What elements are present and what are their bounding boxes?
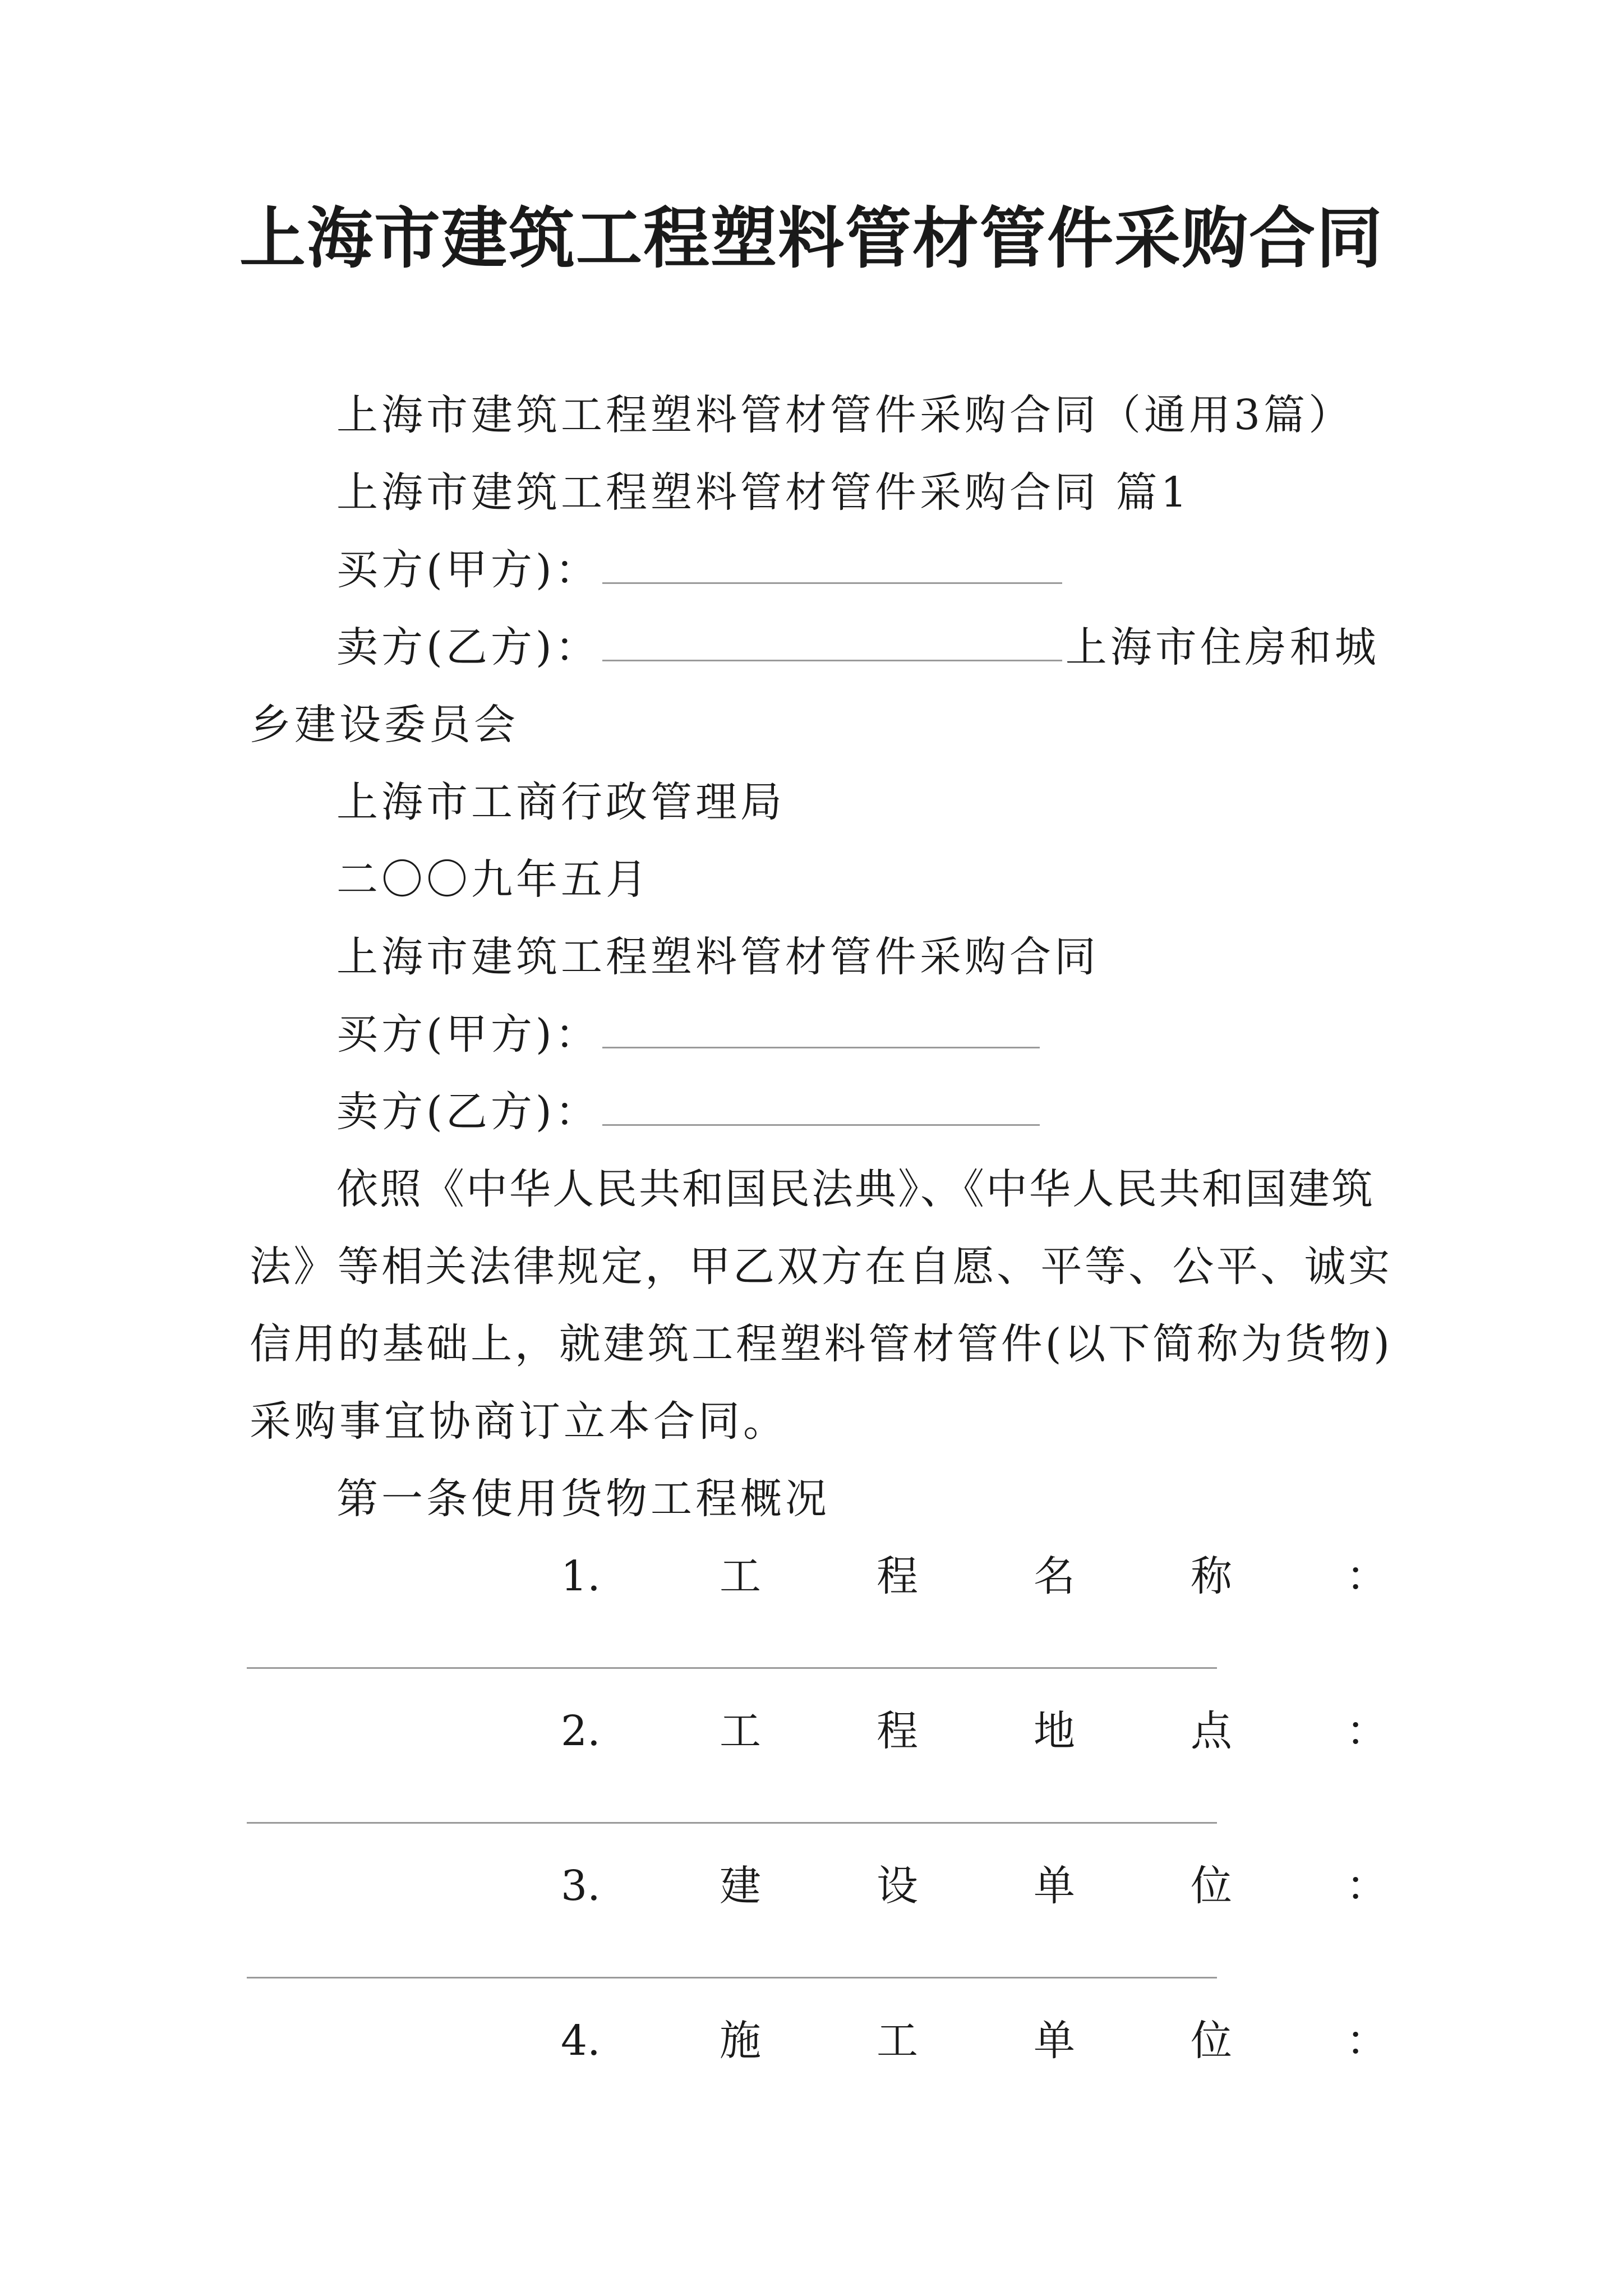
field-project-location xyxy=(0,1703,1623,1759)
field-char: 称 xyxy=(1191,1552,1232,1600)
field-char: 单 xyxy=(1034,2017,1075,2065)
seller-label: 卖方(乙方)： xyxy=(336,623,600,671)
contract-title: 上海市建筑工程塑料管材管件采购合同 xyxy=(336,933,1099,981)
field-char: 点 xyxy=(1191,1707,1232,1755)
subtitle: 上海市建筑工程塑料管材管件采购合同（通用3篇） xyxy=(336,391,1354,439)
seller-blank[interactable] xyxy=(602,625,1062,661)
seller-suffix: 上海市住房和城 xyxy=(1065,623,1380,671)
preamble-line-4: 采购事宜协商订立本合同。 xyxy=(250,1397,788,1446)
field-char: 程 xyxy=(877,1552,918,1600)
field-colon: ： xyxy=(1346,1862,1387,1910)
field-char: 程 xyxy=(877,1707,918,1755)
field-colon: ： xyxy=(1346,1552,1387,1600)
field-contractor-unit xyxy=(0,2013,1623,2069)
field-char: 地 xyxy=(1034,1707,1075,1755)
field-char: 建 xyxy=(720,1862,761,1910)
field-char: 工 xyxy=(720,1707,761,1755)
buyer-line-1 xyxy=(336,542,1066,598)
seller-line-2 xyxy=(336,1084,1043,1140)
field-char: 位 xyxy=(1191,2017,1232,2065)
preamble-line-2: 法》等相关法律规定，甲乙双方在自愿、平等、公平、诚实 xyxy=(250,1243,1391,1291)
field-char: 工 xyxy=(877,2017,918,2065)
buyer-label: 买方(甲方)： xyxy=(336,546,600,594)
field-project-location-blank[interactable] xyxy=(247,1822,1217,1824)
field-number: 3. xyxy=(561,1862,601,1910)
field-construction-unit xyxy=(0,1858,1623,1914)
field-char: 工 xyxy=(720,1552,761,1600)
issuer: 上海市工商行政管理局 xyxy=(336,778,785,826)
buyer-line-2 xyxy=(336,1006,1043,1062)
field-project-name-blank[interactable] xyxy=(247,1667,1217,1669)
buyer-label: 买方(甲方)： xyxy=(336,1010,600,1059)
buyer-blank[interactable] xyxy=(602,1012,1040,1048)
document-title: 上海市建筑工程塑料管材管件采购合同 xyxy=(239,200,1384,277)
field-char: 设 xyxy=(877,1862,918,1910)
field-number: 1. xyxy=(561,1552,601,1600)
seller-continuation: 乡建设委员会 xyxy=(250,701,519,749)
seller-blank[interactable] xyxy=(602,1089,1040,1126)
field-construction-unit-blank[interactable] xyxy=(247,1977,1217,1978)
seller-label: 卖方(乙方)： xyxy=(336,1088,600,1136)
field-colon: ： xyxy=(1346,1707,1387,1755)
field-char: 施 xyxy=(720,2017,761,2065)
preamble-line-1: 依照《中华人民共和国民法典》、《中华人民共和国建筑 xyxy=(336,1165,1375,1213)
preamble-line-3: 信用的基础上，就建筑工程塑料管材管件(以下简称为货物) xyxy=(250,1320,1391,1368)
seller-line-1 xyxy=(336,619,1380,675)
field-project-name xyxy=(0,1548,1623,1604)
field-char: 名 xyxy=(1034,1552,1075,1600)
field-char: 单 xyxy=(1034,1862,1075,1910)
buyer-blank[interactable] xyxy=(602,547,1062,584)
section-heading: 上海市建筑工程塑料管材管件采购合同 篇1 xyxy=(336,468,1191,517)
article-1-heading: 第一条使用货物工程概况 xyxy=(336,1475,830,1523)
field-char: 位 xyxy=(1191,1862,1232,1910)
field-number: 4. xyxy=(561,2017,601,2065)
field-colon: ： xyxy=(1346,2017,1387,2065)
issue-date: 二〇〇九年五月 xyxy=(336,855,651,904)
field-number: 2. xyxy=(561,1707,601,1755)
